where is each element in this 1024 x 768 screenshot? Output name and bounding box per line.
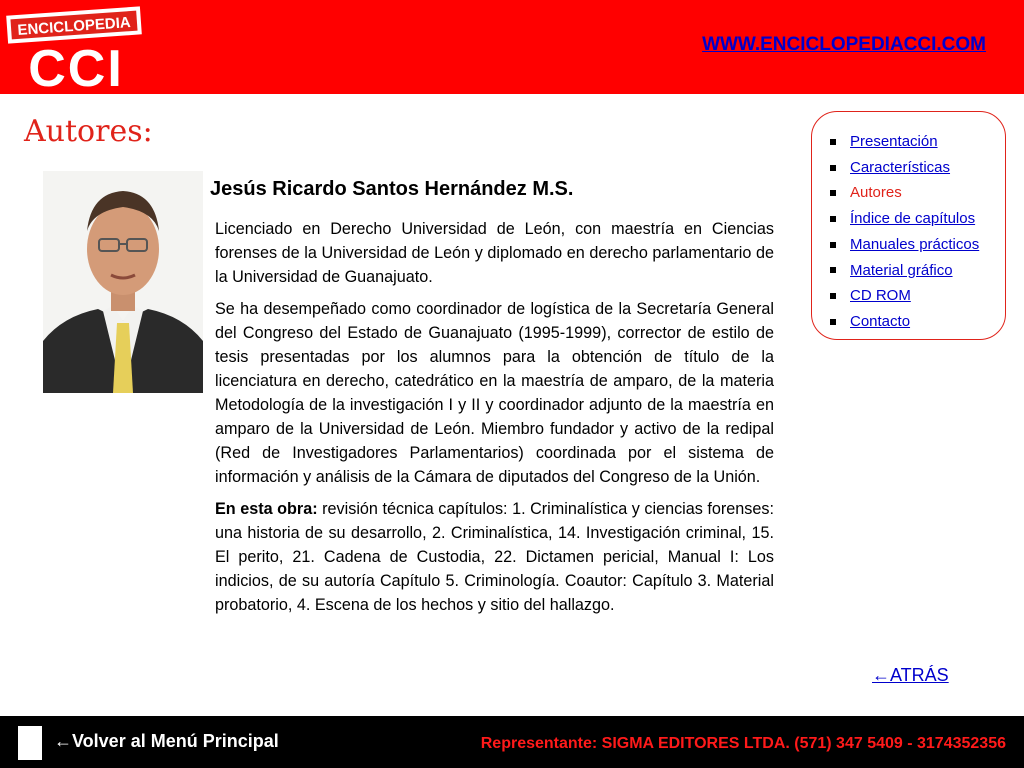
square-bullet-icon — [830, 190, 836, 196]
nav-item-manuales — [830, 232, 979, 258]
square-bullet-icon — [830, 139, 836, 145]
section-nav-list — [830, 129, 979, 335]
nav-link-indice[interactable]: Índice de capítulos — [850, 210, 976, 228]
footer-bar — [0, 716, 1024, 768]
page-title: Autores: — [24, 114, 153, 149]
home-square-icon[interactable] — [18, 726, 42, 760]
square-bullet-icon — [830, 165, 836, 171]
bio-paragraph-2: Se ha desempeñado como coordinador de logística de la Secretaría General del Congreso del Estado de Guanajuato (1995-1999), corrector de estilo de tesis presentadas por los alumnos para la obtención de título de la licenciatura en derecho, catedrático en la maestría de amparo, de la materia Metodología de la investigación I y II y coordinador adjunto de la maestría en amparo de la Universidad de León. Miembro fundador y activo de la redipal (Red de Investigadores Parlamentarios) coordinada por el sistema de información y análisis de la Cámara de diputados del Congreso de la Unión. — [215, 300, 774, 486]
nav-link-manuales[interactable]: Manuales prácticos — [850, 235, 980, 253]
nav-item-material — [830, 258, 979, 284]
svg-text:ENCICLOPEDIA: ENCICLOPEDIA — [16, 14, 132, 39]
header-bar — [0, 0, 1024, 94]
nav-link-material[interactable]: Material gráfico — [850, 261, 953, 279]
section-nav — [811, 111, 1006, 340]
main-menu-link[interactable]: ←Volver al Menú Principal — [54, 731, 279, 751]
nav-item-indice — [830, 206, 979, 232]
nav-link-contacto[interactable]: Contacto — [850, 312, 911, 330]
nav-link-cdrom[interactable]: CD ROM — [850, 287, 911, 305]
bio-paragraph-3 — [215, 497, 774, 617]
square-bullet-icon — [830, 267, 836, 273]
work-text: revisión técnica capítulos: 1. Criminalística y ciencias forenses: una historia de su desarrollo, 2. Criminalística, 14. Investigación criminal, 15. El perito, 21. Cadena de Custodia, 22. Dictamen pericial, Manual I: Los indicios, de su autoría Capítulo 5. Criminología. Coautor: Capítulo 3. Material probatorio, 4. Escena de los hechos y sitio del hallazgo. — [215, 500, 774, 614]
nav-item-caracteristicas — [830, 155, 979, 181]
author-bio — [215, 217, 774, 625]
nav-item-contacto — [830, 309, 979, 335]
nav-item-presentacion — [830, 129, 979, 155]
svg-text:CCI: CCI — [28, 40, 124, 90]
author-photo — [43, 171, 203, 393]
nav-link-caracteristicas[interactable]: Características — [850, 158, 951, 176]
square-bullet-icon — [830, 293, 836, 299]
square-bullet-icon — [830, 242, 836, 248]
author-portrait-image — [43, 171, 203, 393]
nav-item-cdrom — [830, 283, 979, 309]
nav-item-autores — [830, 180, 979, 206]
square-bullet-icon — [830, 216, 836, 222]
author-name: Jesús Ricardo Santos Hernández M.S. — [210, 178, 574, 200]
site-url-link[interactable]: WWW.ENCICLOPEDIACCI.COM — [702, 34, 986, 55]
representative-info: Representante: SIGMA EDITORES LTDA. (571) 347 5409 - 3174352356 — [480, 735, 1006, 752]
nav-link-presentacion[interactable]: Presentación — [850, 133, 938, 150]
work-label: En esta obra: — [215, 500, 318, 518]
enciclopedia-cci-logo[interactable] — [6, 6, 146, 90]
bio-paragraph-1: Licenciado en Derecho Universidad de León, con maestría en Ciencias forenses de la Universidad de León y diplomado en derecho parlamentario de la Universidad de Guanajuato. — [215, 220, 774, 286]
nav-link-autores[interactable]: Autores — [850, 184, 902, 202]
back-link[interactable]: ←ATRÁS — [872, 665, 949, 685]
square-bullet-icon — [830, 319, 836, 325]
